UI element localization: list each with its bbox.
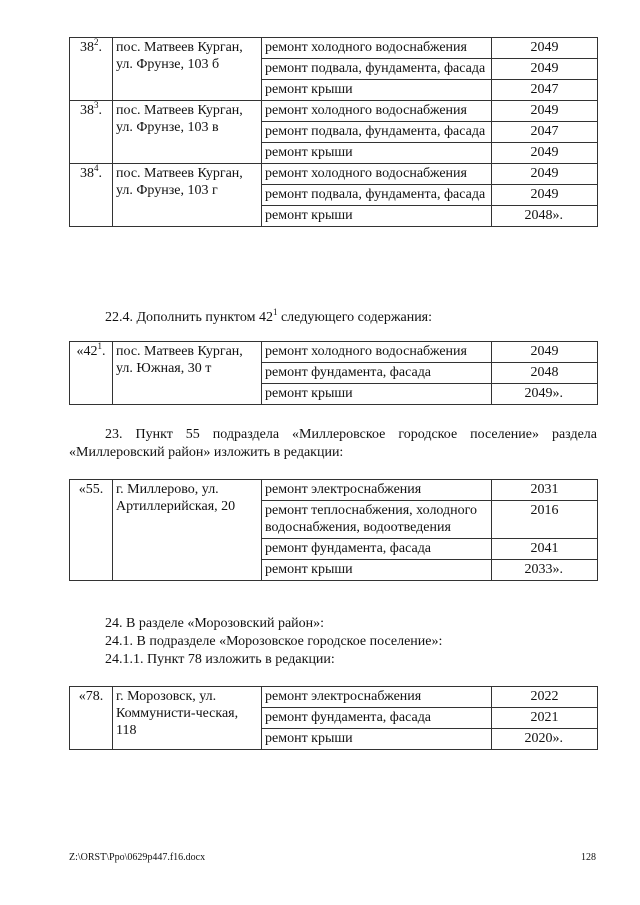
work-type-cell: ремонт подвала, фундамента, фасада <box>262 59 492 80</box>
work-type-cell: ремонт холодного водоснабжения <box>262 38 492 59</box>
year-cell: 2048 <box>492 363 598 384</box>
item-number-text: 38 <box>80 40 94 55</box>
year-cell: 2049 <box>492 185 598 206</box>
item-number <box>70 164 113 227</box>
work-type-cell: ремонт крыши <box>262 80 492 101</box>
year-cell: 2049 <box>492 342 598 363</box>
superscript: 1 <box>272 307 278 317</box>
paragraph-line: 24.1.1. Пункт 78 изложить в редакции: <box>105 652 335 667</box>
work-type-cell: ремонт подвала, фундамента, фасада <box>262 122 492 143</box>
table-row <box>70 38 598 59</box>
address-cell: г. Морозовск, ул. Коммунисти-ческая, 118 <box>113 687 262 750</box>
paragraph-22-4 <box>69 309 597 327</box>
address-cell: г. Миллерово, ул. Артиллерийская, 20 <box>113 480 262 581</box>
year-cell: 2049 <box>492 164 598 185</box>
work-type-cell: ремонт подвала, фундамента, фасада <box>262 185 492 206</box>
table-3 <box>69 479 598 581</box>
table-4-body <box>70 687 598 750</box>
work-type-cell: ремонт фундамента, фасада <box>262 363 492 384</box>
item-number <box>70 480 113 581</box>
item-number-text: «78. <box>78 689 104 704</box>
item-number-text: 38 <box>80 166 94 181</box>
item-number-suffix: . <box>102 344 106 359</box>
work-type-cell: ремонт электроснабжения <box>262 480 492 501</box>
year-cell: 2022 <box>492 687 598 708</box>
paragraph-text-end: следующего содержания: <box>277 310 433 325</box>
address-cell: пос. Матвеев Курган, ул. Фрунзе, 103 в <box>113 101 262 164</box>
table-4 <box>69 686 598 750</box>
table-row <box>70 164 598 185</box>
year-cell: 2049 <box>492 143 598 164</box>
item-number-superscript: 4 <box>94 163 99 173</box>
work-type-cell: ремонт крыши <box>262 384 492 405</box>
year-cell: 2048». <box>492 206 598 227</box>
item-number-superscript: 2 <box>94 37 99 47</box>
table-row <box>70 101 598 122</box>
work-type-cell: ремонт крыши <box>262 729 492 750</box>
paragraph-line: 24. В разделе «Морозовский район»: <box>105 616 325 631</box>
year-cell: 2047 <box>492 122 598 143</box>
item-number-suffix: . <box>98 103 102 118</box>
item-number <box>70 101 113 164</box>
year-cell: 2041 <box>492 539 598 560</box>
table-row <box>70 687 598 708</box>
year-cell: 2047 <box>492 80 598 101</box>
table-1 <box>69 37 598 227</box>
year-cell: 2049». <box>492 384 598 405</box>
item-number-suffix: . <box>98 166 102 181</box>
work-type-cell: ремонт крыши <box>262 206 492 227</box>
item-number-superscript: 3 <box>94 100 99 110</box>
work-type-cell: ремонт теплоснабжения, холодного водоснабжения, водоотведения <box>262 501 492 539</box>
year-cell: 2020». <box>492 729 598 750</box>
paragraph-23: 23. Пункт 55 подраздела «Миллеровское городское поселение» раздела «Миллеровский район» изложить в редакции: <box>69 427 597 460</box>
table-2 <box>69 341 598 405</box>
paragraph-text: 22.4. Дополнить пунктом 42 <box>105 310 273 325</box>
year-cell: 2031 <box>492 480 598 501</box>
item-number <box>70 342 113 405</box>
address-cell: пос. Матвеев Курган, ул. Фрунзе, 103 г <box>113 164 262 227</box>
work-type-cell: ремонт холодного водоснабжения <box>262 342 492 363</box>
work-type-cell: ремонт холодного водоснабжения <box>262 164 492 185</box>
table-3-body <box>70 480 598 581</box>
paragraph-line: 24.1. В подразделе «Морозовское городское поселение»: <box>105 634 443 649</box>
table-2-body <box>70 342 598 405</box>
work-type-cell: ремонт фундамента, фасада <box>262 708 492 729</box>
table-row <box>70 480 598 501</box>
address-cell: пос. Матвеев Курган, ул. Фрунзе, 103 б <box>113 38 262 101</box>
item-number-suffix: . <box>98 40 102 55</box>
address-cell: пос. Матвеев Курган, ул. Южная, 30 т <box>113 342 262 405</box>
work-type-cell: ремонт фундамента, фасада <box>262 539 492 560</box>
work-type-cell: ремонт крыши <box>262 143 492 164</box>
work-type-cell: ремонт крыши <box>262 560 492 581</box>
footer-page-number: 128 <box>581 852 596 863</box>
year-cell: 2033». <box>492 560 598 581</box>
item-number <box>70 687 113 750</box>
year-cell: 2021 <box>492 708 598 729</box>
table-row <box>70 342 598 363</box>
year-cell: 2049 <box>492 59 598 80</box>
item-number-superscript: 1 <box>97 341 102 351</box>
year-cell: 2049 <box>492 101 598 122</box>
item-number-text: 38 <box>80 103 94 118</box>
item-number-text: «55. <box>78 482 104 497</box>
work-type-cell: ремонт электроснабжения <box>262 687 492 708</box>
item-number-text: «42 <box>76 344 98 359</box>
item-number <box>70 38 113 101</box>
table-1-body <box>70 38 598 227</box>
footer-file-path: Z:\ORST\Ppo\0629p447.f16.docx <box>69 852 206 863</box>
work-type-cell: ремонт холодного водоснабжения <box>262 101 492 122</box>
year-cell: 2049 <box>492 38 598 59</box>
paragraph-24 <box>105 615 597 669</box>
year-cell: 2016 <box>492 501 598 539</box>
